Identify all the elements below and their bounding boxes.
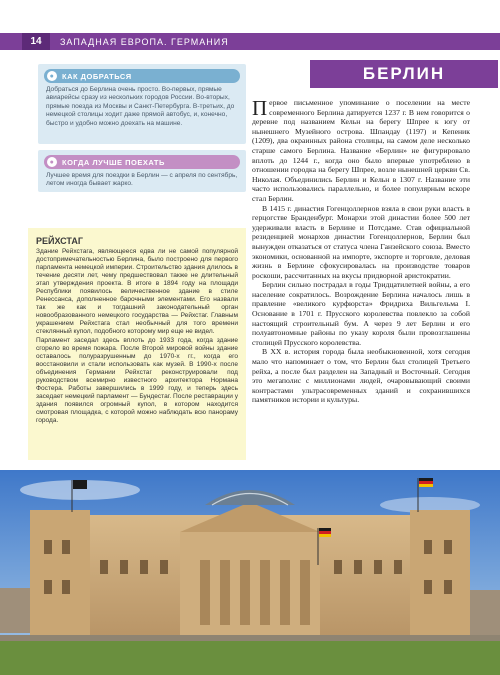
page-number: 14 <box>22 33 50 50</box>
main-article <box>252 98 470 405</box>
article-paragraph-1-text: ервое письменное упоминание о поселении на месте современного Берлина датируется 1237 г. В нем говорится о деревне под названием Кельн на берегу Шпрее к югу от нынешнего Музейного острова. Шпандау (1197) и Кепеник (1209), два окраинных района столицы, на самом деле несколько старше самого Берлина. Название «Берлин» не фигурировало вплоть до 1244 г., когда оно было впервые употреблено в отношении городка на берегу Шпрее, возле нынешней церкви Св. Николая. Объединились Берлин и Кельн в 1307 г. Название эти часто использовались параллельно, и более популярным вскоре стал Берлин. <box>252 98 470 203</box>
getting-there-header <box>44 69 240 83</box>
breadcrumb: ЗАПАДНАЯ ЕВРОПА. ГЕРМАНИЯ <box>60 36 229 47</box>
getting-there-box <box>38 64 246 144</box>
drop-cap: П <box>252 96 268 120</box>
article-paragraph: Берлин сильно пострадал в годы Тридцатилетней войны, а его население сократилось. Возрождение Берлина началось лишь в правление «великого курфюрста» Фридриха Вильгельма I. Основание в 1701 г. Прусского королевства повлекло за собой настоящий строительный бум. А через 9 лет Берлин и его полуавтономные районы по указу короля были провозглашены столицей Прусского королевства. <box>252 280 470 347</box>
page-title: БЕРЛИН <box>310 60 498 88</box>
info-icon: ● <box>47 157 57 167</box>
article-paragraph <box>252 98 470 204</box>
info-icon: ● <box>47 71 57 81</box>
reichstag-text-2: Парламент заседал здесь вплоть до 1933 года, когда здание сгорело во время пожара. После Второй мировой войны здание оставалось полуразрушенным до 1970-х гг., когда его восстановили и стали использовать как музей. В 1990-х после объединения Германии Рейхстаг реконструировали под руководством всемирно известного архитектора Нормана Фостера. Работы завершились в 1999 году, и теперь здесь заседает немецкий парламент — Бундестаг. После реставрации у здания появился огромный купол, в котором находится смотровая площадка, с которой можно наблюдать всю панораму города. <box>36 336 238 424</box>
article-paragraph: В 1415 г. династия Гогенцоллернов взяла в свои руки власть в герцогстве Бранденбург. Монархи этой династии более 500 лет удерживали власть в Берлине и Потсдаме. Став официальной резиденцией монархов династии Гогенцоллернов, Берлин был вынужден отказаться от статуса члена Ганзейского союза. Вместо экономики, основанной на импорте, экспорте и торговле, деловая жизнь в Берлине сфокусировалась на производстве товаров роскоши, рассчитанных на вкусы придворной аристократии. <box>252 203 470 280</box>
when-to-go-heading: КОГДА ЛУЧШЕ ПОЕХАТЬ <box>62 157 165 167</box>
when-to-go-header <box>44 155 240 169</box>
getting-there-text: Добраться до Берлина очень просто. Во-первых, прямые авиарейсы сразу из нескольких городов России. Во-вторых, прямые поезда из Москвы и Санкт-Петербурга. В-третьих, до немецкой столицы ходит даже прямой автобус, и, конечно, быстро и удобно можно доехать на машине. <box>46 86 235 127</box>
when-to-go-text: Лучшее время для поездки в Берлин — с апреля по сентябрь, летом иногда бывает жарко. <box>46 172 238 188</box>
page-header <box>0 33 500 50</box>
reichstag-photo <box>0 470 500 675</box>
reichstag-heading: РЕЙХСТАГ <box>36 236 83 246</box>
reichstag-text: Здание Рейхстага, являющееся едва ли не самой популярной достопримечательностью Берлина, было построено для первого парламента немецкой империи. Строительство здания длилось в течение десяти лет, чему предшествовал также не длительный этап утверждения проекта. В итоге в 1894 году на площади Республики появилось величественное здание в стиле Ренессанса, дополненное барочными элементами. Его назвали так же как и тогдашний законодательный орган новообразованного немецкого государства — Рейхстаг. Главным украшением Рейхстага стал необычный для того времени стеклянный купол, подобного которому мир еще не видел. <box>36 248 238 336</box>
reichstag-sidebar <box>28 228 246 460</box>
getting-there-heading: КАК ДОБРАТЬСЯ <box>62 71 132 81</box>
when-to-go-box <box>38 150 246 192</box>
article-paragraph: В XX в. история города была необыкновенной, хотя сегодня мало что напоминает о том, что Берлин был столицей Третьего рейха, а после был разделен на Западный и Восточный. Сегодня это мегаполис с миллионами людей, очаровывающий своими контрастами ультрасовременных зданий и сохранившихся памятников истории и культуры. <box>252 347 470 405</box>
